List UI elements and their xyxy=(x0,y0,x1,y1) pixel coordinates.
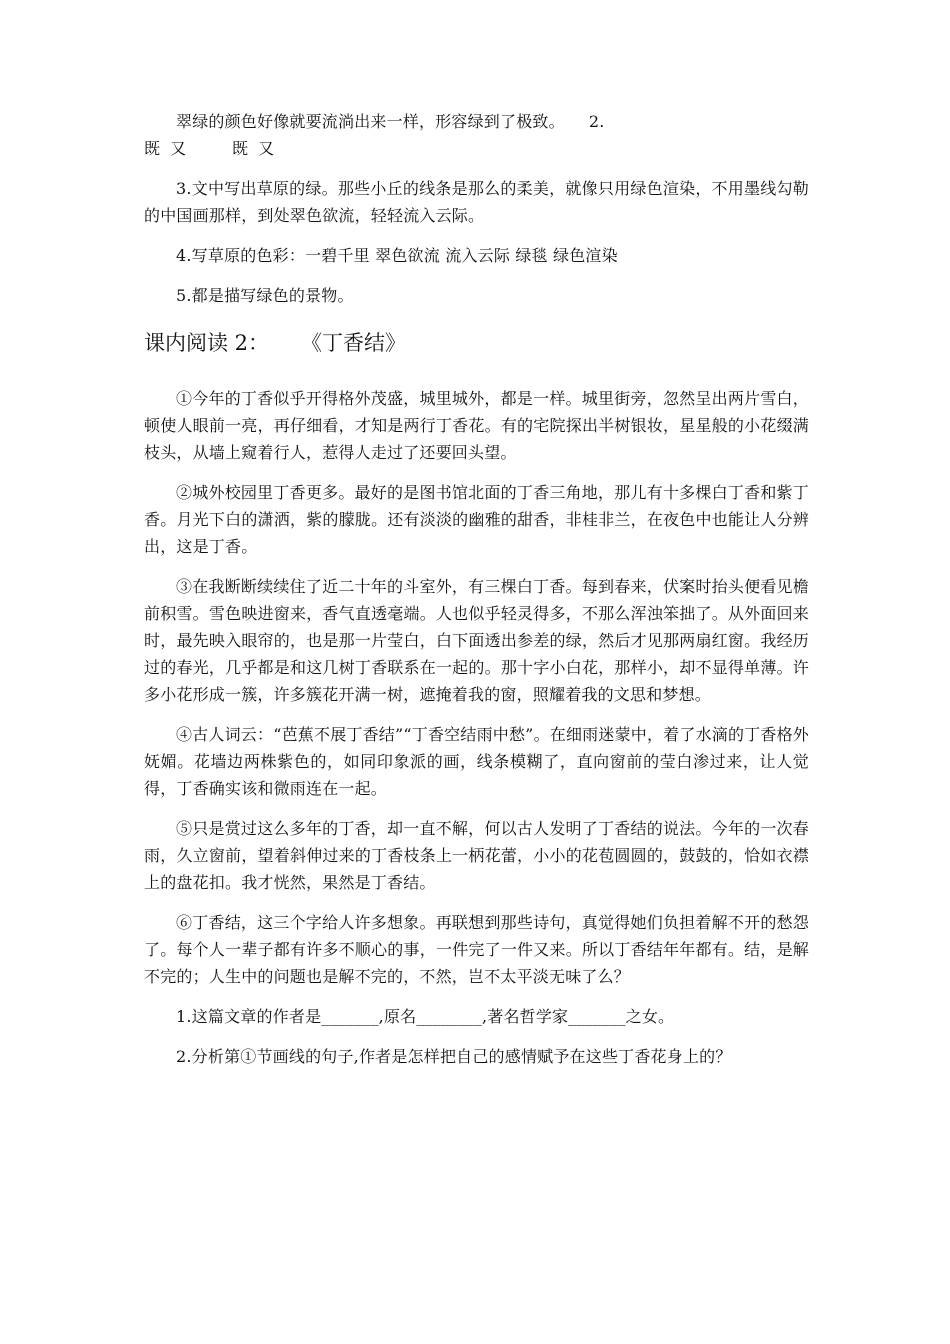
document-page xyxy=(144,108,809,1083)
passage-paragraph-5: ⑤只是赏过这么多年的丁香，却一直不解，何以古人发明了丁香结的说法。今年的一次春雨，久立窗前，望着斜伸过来的丁香枝条上一柄花蕾，小小的花苞圆圆的，鼓鼓的，恰如衣襟上的盘花扣。我才恍然，果然是丁香结。 xyxy=(144,819,809,892)
answer-4: 4.写草原的色彩：一碧千里 翠色欲流 流入云际 绿毯 绿色渲染 xyxy=(176,246,618,265)
question-1: 1.这篇文章的作者是_______,原名________,著名哲学家_______之女。 xyxy=(176,1007,675,1026)
passage-paragraph-2: ②城外校园里丁香更多。最好的是图书馆北面的丁香三角地，那儿有十多棵白丁香和紫丁香。月光下白的潇洒，紫的朦胧。还有淡淡的幽雅的甜香，非桂非兰，在夜色中也能让人分辨出，这是丁香。 xyxy=(144,483,809,556)
answer-5: 5.都是描写绿色的景物。 xyxy=(176,286,354,305)
passage-paragraph-3: ③在我断断续续住了近二十年的斗室外，有三棵白丁香。每到春来，伏案时抬头便看见檐前积雪。雪色映进窗来，香气直透毫端。人也似乎轻灵得多，不那么浑浊笨拙了。从外面回来时，最先映入眼帘的，也是那一片莹白，白下面透出参差的绿，然后才见那两扇红窗。我经历过的春光，几乎都是和这几树丁香联系在一起的。那十字小白花，那样小，却不显得单薄。许多小花形成一簇，许多簇花开满一树，遮掩着我的窗，照耀着我的文思和梦想。 xyxy=(144,577,809,704)
answer-line-1-text: 翠绿的颜色好像就要流淌出来一样，形容绿到了极致。 xyxy=(176,112,565,131)
passage-paragraph-1: ①今年的丁香似乎开得格外茂盛，城里城外，都是一样。城里街旁，忽然呈出两片雪白，顿使人眼前一亮，再仔细看，才知是两行丁香花。有的宅院探出半树银妆，星星般的小花缀满枝头，从墙上窥着行人，惹得人走过了还要回头望。 xyxy=(144,389,809,462)
answer-line-1 xyxy=(144,108,809,135)
section-title: 《丁香结》 xyxy=(301,331,407,355)
answer-3: 3.文中写出草原的绿。那些小丘的线条是那么的柔美，就像只用绿色渲染，不用墨线勾勒的中国画那样，到处翠色欲流，轻轻流入云际。 xyxy=(144,179,809,225)
answer-line-2: 既 又 既 又 xyxy=(144,139,275,158)
question-2: 2.分析第①节画线的句子,作者是怎样把自己的感情赋予在这些丁香花身上的？ xyxy=(176,1047,732,1066)
passage-paragraph-4: ④古人词云：“芭蕉不展丁香结”“丁香空结雨中愁”。在细雨迷蒙中，着了水滴的丁香格外妩媚。花墙边两株紫色的，如同印象派的画，线条模糊了，直向窗前的莹白渗过来，让人觉得，丁香确实该和微雨连在一起。 xyxy=(144,725,809,798)
section-heading xyxy=(144,327,809,359)
passage-paragraph-6: ⑥丁香结，这三个字给人许多想象。再联想到那些诗句，真觉得她们负担着解不开的愁怨了。每个人一辈子都有许多不顺心的事，一件完了一件又来。所以丁香结年年都有。结，是解不完的；人生中的问题也是解不完的，不然，岂不太平淡无味了么？ xyxy=(144,913,809,986)
answer-line-1-tail: 2. xyxy=(588,112,605,131)
section-label: 课内阅读 2： xyxy=(144,331,270,355)
